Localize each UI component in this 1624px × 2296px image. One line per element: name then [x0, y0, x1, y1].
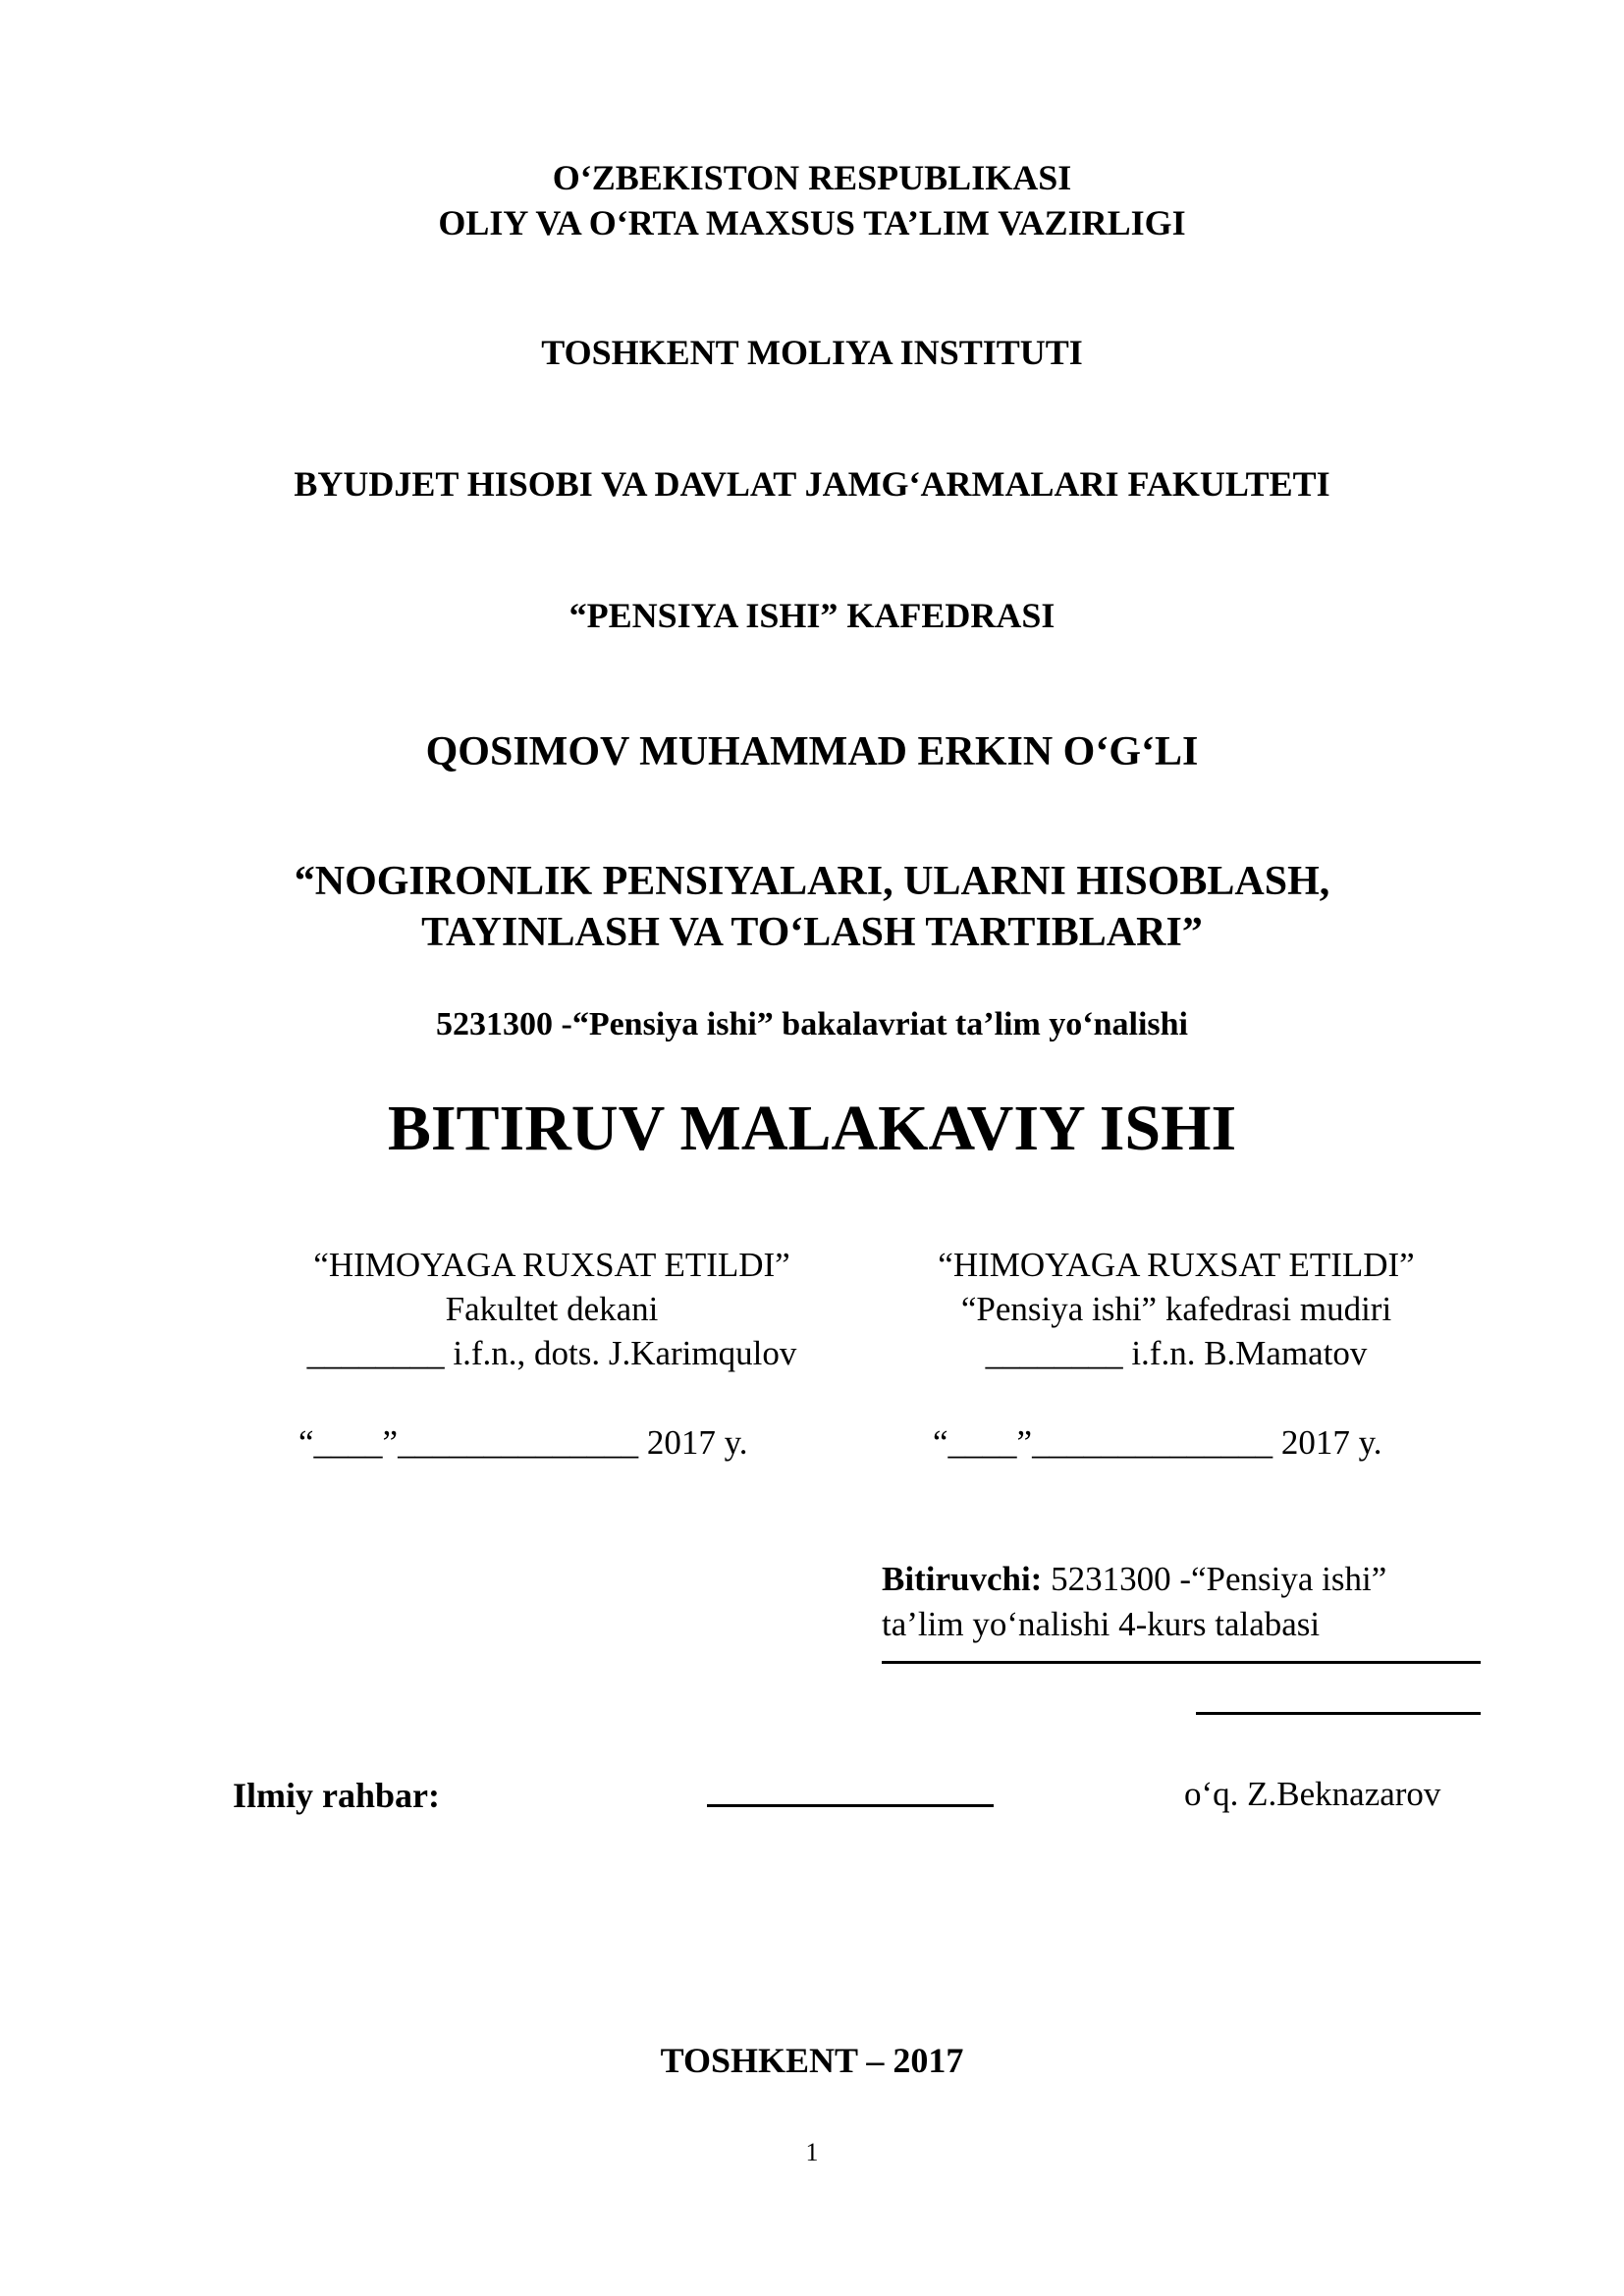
graduate-line-2: ta’lim yo‘nalishi 4-kurs talabasi — [882, 1605, 1321, 1643]
city-year: TOSHKENT – 2017 — [660, 2041, 964, 2080]
supervisor-label: Ilmiy rahbar: — [233, 1776, 440, 1815]
approval-heading: “HIMOYAGA RUXSAT ETILDI” — [938, 1246, 1415, 1284]
supervisor-signature-line — [707, 1804, 994, 1807]
approval-role: Fakultet dekani — [445, 1290, 659, 1328]
department-name: “PENSIYA ISHI” KAFEDRASI — [568, 596, 1056, 635]
approval-head-of-department — [872, 1243, 1481, 1375]
approval-date-head: “____”______________ 2017 y. — [933, 1423, 1382, 1462]
thesis-title-line-1: “NOGIRONLIK PENSIYALARI, ULARNI HISOBLASH, — [294, 859, 1330, 904]
page-number: 1 — [805, 2138, 819, 2166]
graduate-line-1 — [882, 1557, 1490, 1602]
graduate-signature-line — [882, 1661, 1481, 1664]
approval-signature: ________ i.f.n. B.Mamatov — [985, 1334, 1368, 1372]
graduate-direction: 5231300 -“Pensiya ishi” — [1042, 1560, 1387, 1598]
author-name: QOSIMOV MUHAMMAD ERKIN O‘G‘LI — [425, 729, 1199, 774]
study-direction: 5231300 -“Pensiya ishi” bakalavriat ta’lim yo‘nalishi — [436, 1006, 1188, 1042]
faculty-name: BYUDJET HISOBI VA DAVLAT JAMG‘ARMALARI FAKULTETI — [294, 464, 1330, 504]
graduate-label: Bitiruvchi: — [882, 1560, 1043, 1598]
approval-role: “Pensiya ishi” kafedrasi mudiri — [960, 1290, 1392, 1328]
graduate-name-line — [1196, 1712, 1481, 1715]
work-type-heading: BITIRUV MALAKAVIY ISHI — [387, 1093, 1237, 1164]
approval-dean — [247, 1243, 856, 1375]
thesis-title-line-2: TAYINLASH VA TO‘LASH TARTIBLARI” — [421, 910, 1203, 955]
institute-name: TOSHKENT MOLIYA INSTITUTI — [541, 333, 1083, 372]
graduate-block — [882, 1557, 1490, 1647]
ministry-heading: OLIY VA O‘RTA MAXSUS TA’LIM VAZIRLIGI — [438, 203, 1186, 242]
republic-heading: O‘ZBEKISTON RESPUBLIKASI — [552, 158, 1072, 197]
approval-date-dean: “____”______________ 2017 y. — [298, 1423, 748, 1462]
supervisor-name: o‘q. Z.Beknazarov — [1184, 1775, 1441, 1813]
approval-signature: ________ i.f.n., dots. J.Karimqulov — [306, 1334, 797, 1372]
approval-heading: “HIMOYAGA RUXSAT ETILDI” — [313, 1246, 790, 1284]
